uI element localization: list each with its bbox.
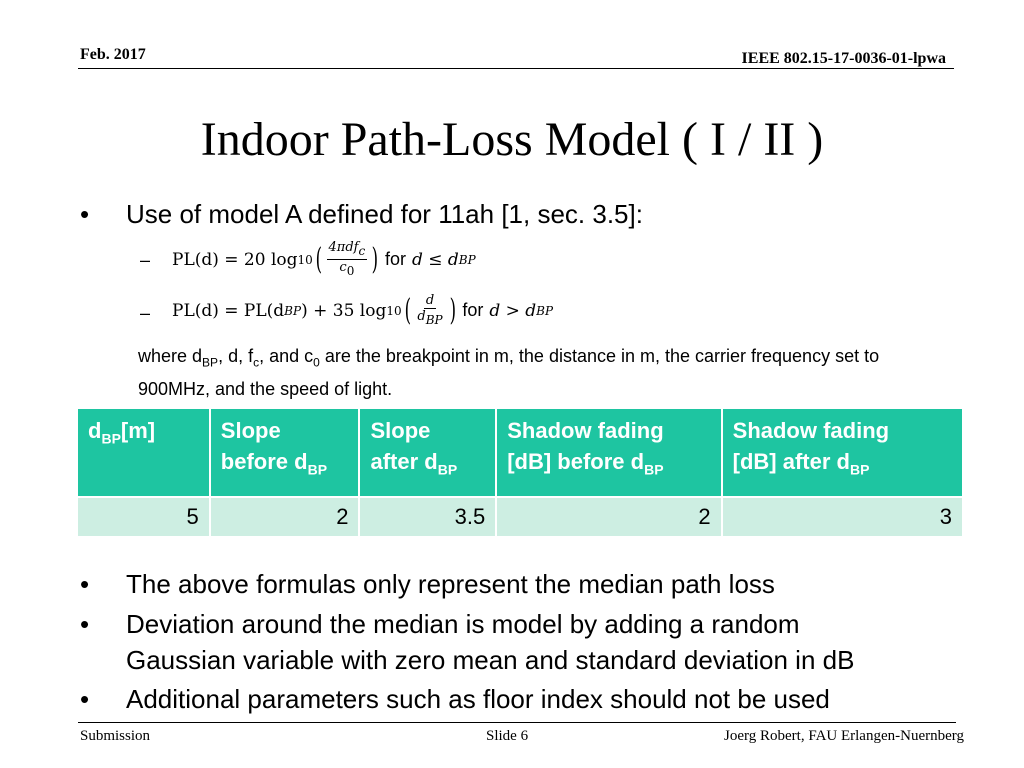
- frac-numerator: d: [425, 293, 435, 308]
- formula-2-lhs-b: ) + 35 log: [301, 300, 387, 321]
- frac-denominator: c0: [339, 260, 355, 278]
- frac-numerator: 4πdfc: [328, 240, 366, 258]
- table-cell-slope-before: 2: [210, 497, 360, 537]
- table-header-shadow-after: Shadow fading [dB] after $d_{BP}$: [722, 408, 963, 497]
- bullet-marker: •: [80, 569, 90, 599]
- formula-1-lhs: PL(d) = 20 log: [172, 249, 298, 270]
- slide-title: Indoor Path-Loss Model ( I / II ): [200, 113, 824, 166]
- header-date: Feb. 2017: [80, 46, 146, 63]
- bullet-text-continued: Gaussian variable with zero mean and standard deviation in dB: [126, 645, 855, 675]
- table-header-slope-after: Slope after $d_{BP}$: [359, 408, 496, 497]
- bullet-text: The above formulas only represent the median path loss: [126, 569, 775, 599]
- bullet-marker: •: [80, 684, 90, 714]
- formula-1-condition-sub: BP: [458, 252, 476, 267]
- formula-2-fraction: [415, 293, 444, 328]
- header-rule: [78, 68, 954, 69]
- table-cell-shadow-before: 2: [496, 497, 721, 537]
- table-cell-shadow-after: 3: [722, 497, 963, 537]
- formula-2-log-base: 10: [386, 303, 402, 318]
- formula-2: [172, 293, 553, 328]
- bullet-text: Deviation around the median is model by adding a random: [126, 609, 800, 639]
- formula-2-for: for: [462, 300, 484, 320]
- table-cell-slope-after: 3.5: [359, 497, 496, 537]
- formula-2-condition-sub: BP: [536, 303, 554, 318]
- bullet-text: Use of model A defined for 11ah [1, sec. 3.5]:: [126, 199, 643, 229]
- table-header-dbp: $d_{BP}[m]$: [77, 408, 210, 497]
- footer-author: Joerg Robert, FAU Erlangen-Nuernberg: [724, 728, 964, 744]
- formula-dash-2: –: [140, 303, 151, 323]
- header-doc-id: IEEE 802.15-17-0036-01-lpwa: [741, 50, 946, 67]
- paren-open: (: [404, 292, 411, 328]
- formula-2-lhs-a: PL(d) = PL(d: [172, 300, 285, 321]
- table-header-shadow-before: Shadow fading [dB] before $d_{BP}$: [496, 408, 721, 497]
- footer-rule: [78, 722, 956, 723]
- bullet-marker: •: [80, 609, 90, 639]
- formula-1-condition: d ≤ d: [411, 249, 459, 270]
- table-row: [77, 497, 963, 537]
- frac-denominator: dBP: [417, 309, 443, 327]
- paren-close: ): [371, 241, 379, 277]
- paren-close: ): [449, 292, 456, 328]
- table-header-row: [77, 408, 963, 497]
- formula-dash-1: –: [140, 250, 151, 270]
- table-cell-dbp: 5: [77, 497, 210, 537]
- table-header-slope-before: Slope before $d_{BP}$: [210, 408, 360, 497]
- parameter-table: [76, 407, 964, 538]
- formula-1-log-base: 10: [297, 252, 313, 267]
- where-explanation: where $d_{BP}$, d, $f_c$, and $c_0$ are the breakpoint in m, the distance in m, the carrier frequency set to 900MHz, and the speed of light.: [138, 346, 880, 399]
- formula-1: [172, 240, 476, 279]
- footer-submission: Submission: [80, 728, 151, 744]
- paren-open: (: [315, 241, 322, 277]
- bullet-marker: •: [80, 199, 90, 229]
- formula-2-lhs-sub: BP: [284, 303, 302, 318]
- formula-1-fraction: [327, 240, 368, 279]
- formula-1-for: for: [384, 249, 406, 269]
- formula-2-condition: d > d: [489, 300, 537, 321]
- footer-slide-number: Slide 6: [486, 728, 529, 744]
- bullet-text: Additional parameters such as floor index should not be used: [126, 684, 830, 714]
